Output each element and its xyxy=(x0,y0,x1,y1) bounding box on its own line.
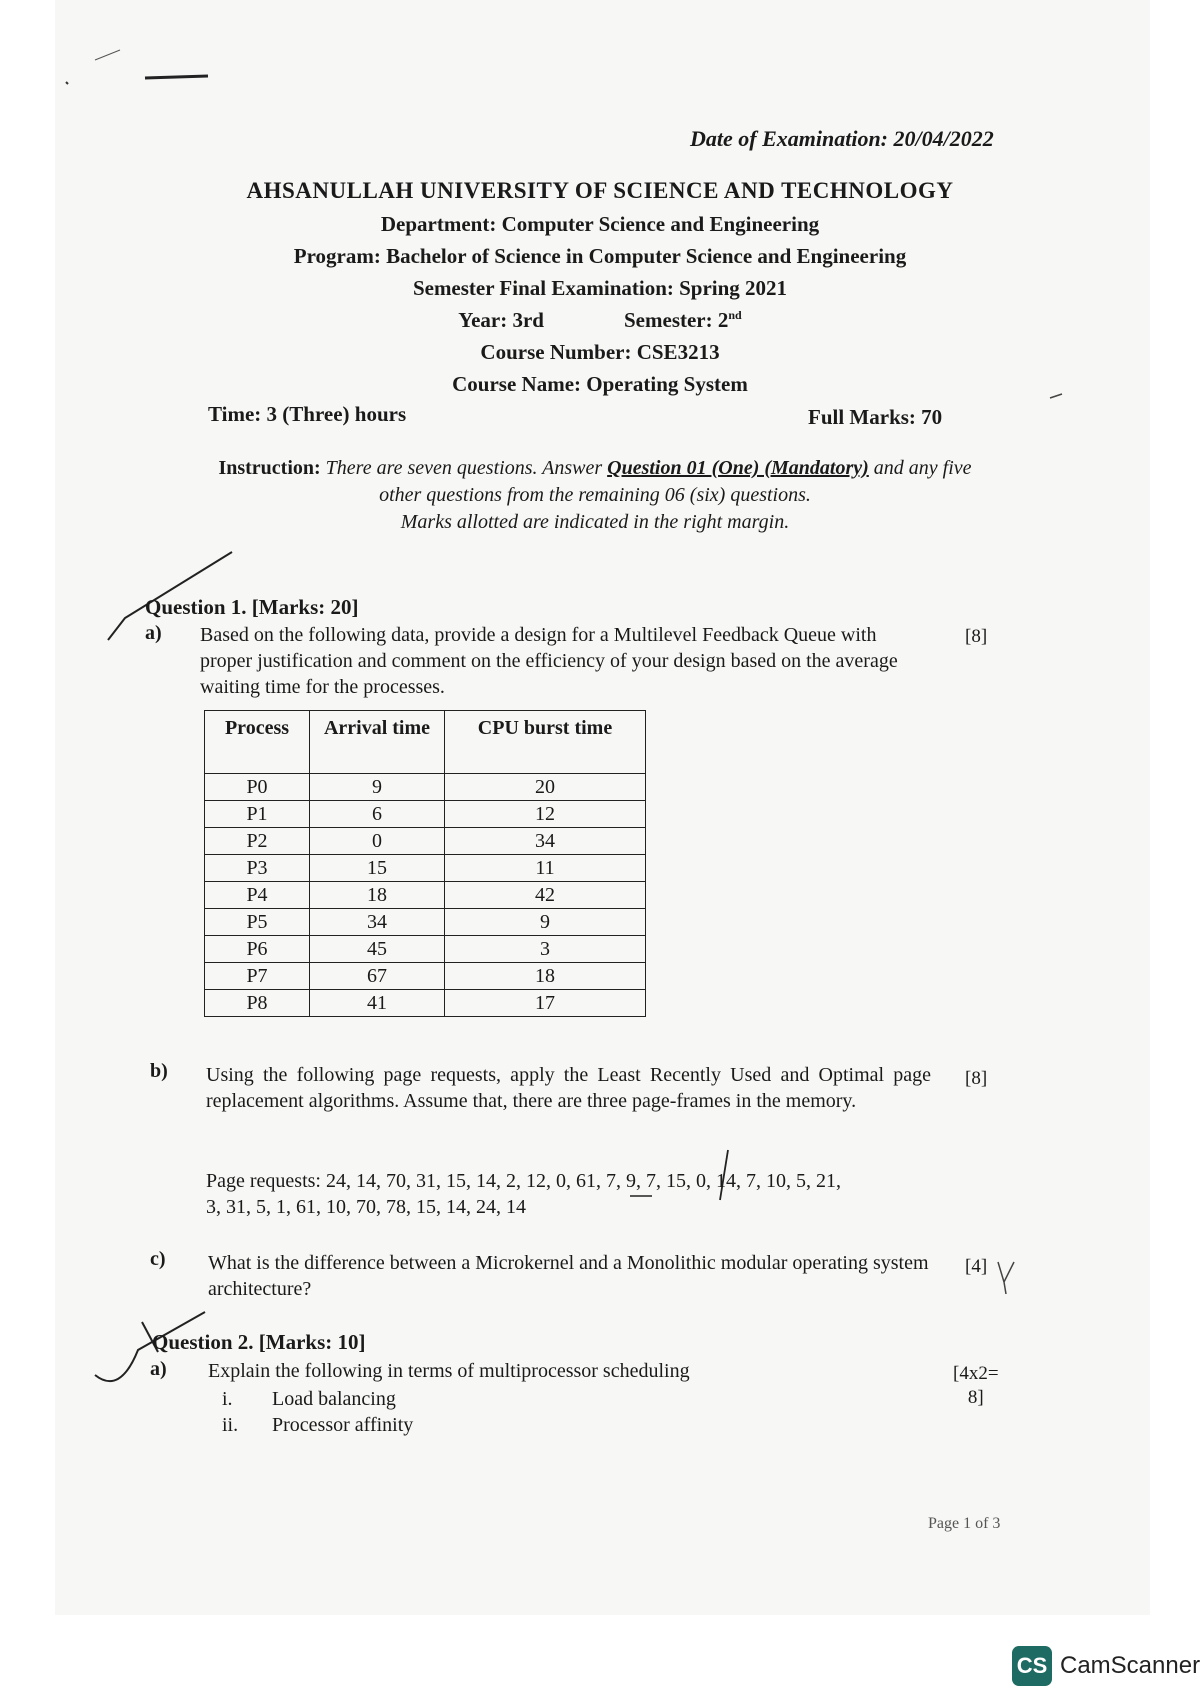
table-header-row xyxy=(205,711,646,774)
q2a-marks: [4x2= 8] xyxy=(953,1363,999,1408)
camscanner-logo: CS xyxy=(1012,1646,1052,1686)
list-item: ii. Processor affinity xyxy=(222,1414,414,1436)
list-item: i. Load balancing xyxy=(222,1388,396,1410)
full-marks: Full Marks: 70 xyxy=(808,405,943,429)
table-row: P1 6 12 xyxy=(205,801,646,828)
instruction-line-1: Instruction: There are seven questions. Answer Question 01 (One) (Mandatory) and any five xyxy=(218,457,972,479)
exam-title: Semester Final Examination: Spring 2021 xyxy=(412,276,788,300)
table-row: P2 0 34 xyxy=(205,828,646,855)
q2a-label: a) xyxy=(150,1358,167,1380)
exam-time: Time: 3 (Three) hours xyxy=(208,402,407,426)
header-arrival-time: Arrival time xyxy=(310,711,445,774)
mandatory-note: Question 01 (One) (Mandatory) xyxy=(607,457,869,479)
page-number: Page 1 of 3 xyxy=(928,1515,1001,1532)
camscanner-watermark: CamScanner xyxy=(1060,1652,1200,1679)
q1a-marks: [8] xyxy=(965,626,988,647)
instruction-line-3: Marks allotted are indicated in the right margin. xyxy=(400,511,790,533)
university-name: AHSANULLAH UNIVERSITY OF SCIENCE AND TECHNOLOGY xyxy=(246,178,954,203)
process-table xyxy=(204,710,646,1017)
page-requests-line-1: Page requests: 24, 14, 70, 31, 15, 14, 2, 12, 0, 61, 7, 9, 7, 15, 0, 14, 7, 10, 5, 21, xyxy=(206,1170,841,1192)
q1c-label: c) xyxy=(150,1248,166,1270)
page-requests-line-2: 3, 31, 5, 1, 61, 10, 70, 78, 15, 14, 24, 14 xyxy=(206,1196,526,1218)
header-process: Process xyxy=(205,711,310,774)
header-cpu-burst: CPU burst time xyxy=(445,711,646,774)
instruction xyxy=(155,455,1035,536)
q1b-text: Using the following page requests, apply the Least Recently Used and Optimal page replacement algorithms. Assume that, there are three page-frames in the memory. xyxy=(206,1064,931,1112)
course-name: Course Name: Operating System xyxy=(452,372,748,396)
instruction-line-2: other questions from the remaining 06 (six) questions. xyxy=(379,484,811,506)
department: Department: Computer Science and Engineering xyxy=(380,212,820,236)
table-row: P5 34 9 xyxy=(205,909,646,936)
year: Year: 3rd xyxy=(458,308,544,332)
q1b-marks: [8] xyxy=(965,1068,988,1089)
table-row: P4 18 42 xyxy=(205,882,646,909)
semester: Semester: 2nd xyxy=(624,308,742,332)
q1c-marks: [4] xyxy=(965,1256,988,1277)
q2a-text: Explain the following in terms of multiprocessor scheduling xyxy=(208,1360,690,1382)
q1c-text: What is the difference between a Microkernel and a Monolithic modular operating system architecture? xyxy=(208,1252,929,1300)
table-row: P0 9 20 xyxy=(205,774,646,801)
table-row: P3 15 11 xyxy=(205,855,646,882)
table-row: P8 41 17 xyxy=(205,990,646,1017)
q1a-text: Based on the following data, provide a design for a Multilevel Feedback Queue with proper justification and comment on the efficiency of your design based on the average waiting time for the processes. xyxy=(200,624,898,698)
question-1-heading: Question 1. [Marks: 20] xyxy=(145,595,359,619)
course-number: Course Number: CSE3213 xyxy=(480,340,720,364)
q1b-label: b) xyxy=(150,1060,168,1082)
table-row: P7 67 18 xyxy=(205,963,646,990)
program: Program: Bachelor of Science in Computer Science and Engineering xyxy=(293,244,907,268)
table-row: P6 45 3 xyxy=(205,936,646,963)
q1a-label: a) xyxy=(145,622,162,644)
exam-date: Date of Examination: 20/04/2022 xyxy=(690,126,994,151)
year-semester xyxy=(0,308,1200,333)
question-2-heading: Question 2. [Marks: 10] xyxy=(152,1330,366,1354)
